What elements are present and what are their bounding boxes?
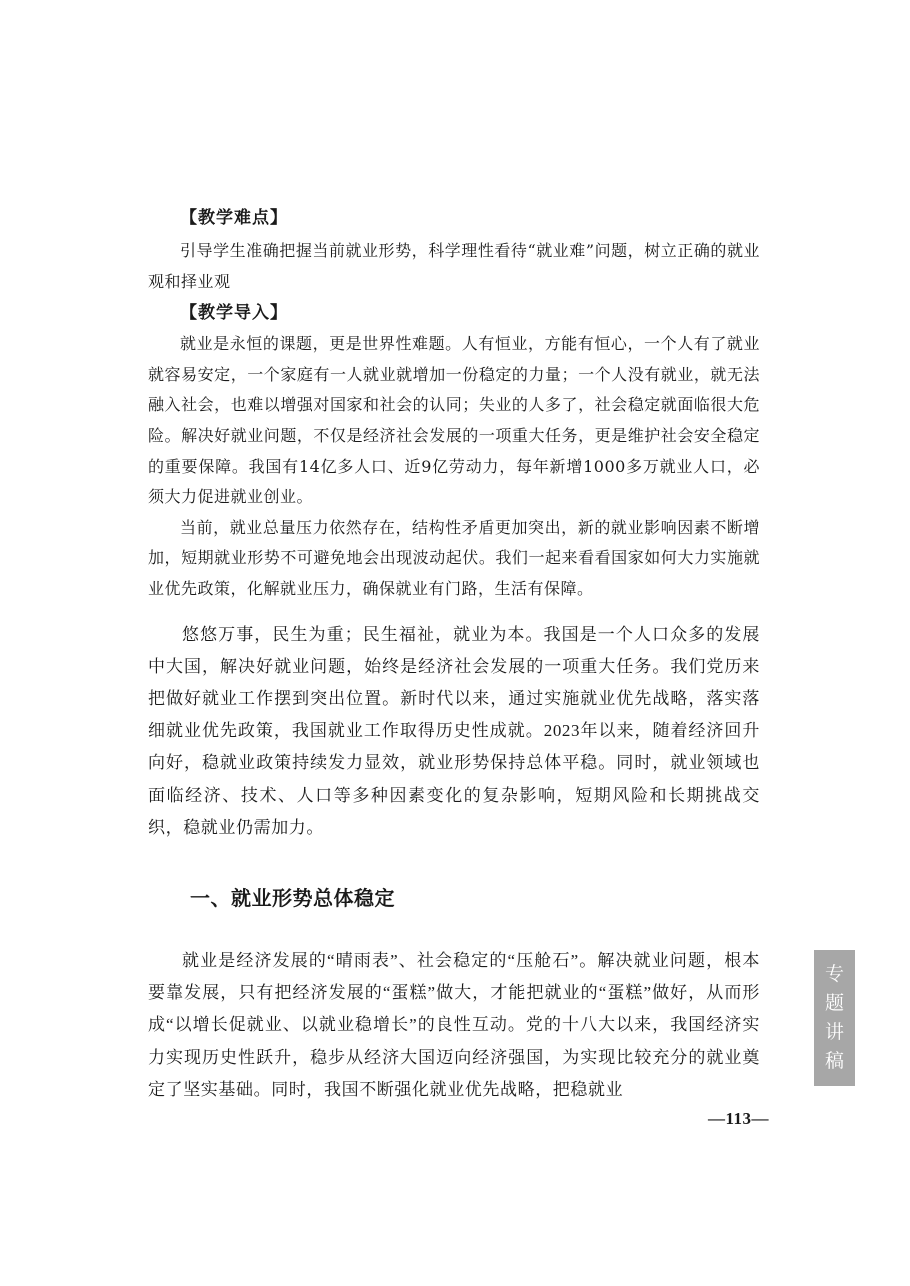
teaching-difficulty-text: 引导学生准确把握当前就业形势，科学理性看待“就业难”问题，树立正确的就业观和择业观: [148, 241, 760, 291]
side-tab-char: 专: [824, 963, 844, 985]
side-tab: [814, 950, 855, 1086]
side-tab-char: 稿: [824, 1050, 844, 1072]
intro-paragraph-1: 就业是永恒的课题，更是世界性难题。人有恒业，方能有恒心，一个人有了就业就容易安定，一个家庭有一人就业就增加一份稳定的力量；一个人没有就业，就无法融入社会，也难以增强对国家和社会的认同；失业的人多了，社会稳定就面临很大危险。解决好就业问题，不仅是经济社会发展的一项重大任务，更是维护社会安全稳定的重要保障。我国有14亿多人口、近9亿劳动力，每年新增1000多万就业人口，必须大力促进就业创业。: [148, 334, 760, 507]
intro-paragraph-2: 当前，就业总量压力依然存在，结构性矛盾更加突出，新的就业影响因素不断增加，短期就业形势不可避免地会出现波动起伏。我们一起来看看国家如何大力实施就业优先政策，化解就业压力，确保就业有门路，生活有保障。: [148, 517, 760, 598]
section-title: 一、就业形势总体稳定: [190, 885, 395, 910]
side-tab-char: 题: [824, 992, 844, 1014]
side-tab-char: 讲: [824, 1021, 844, 1043]
page-number: —113—: [708, 1109, 770, 1128]
page-content: [148, 202, 760, 1106]
body-intro-paragraph: 悠悠万事，民生为重；民生福祉，就业为本。我国是一个人口众多的发展中大国，解决好就业问题，始终是经济社会发展的一项重大任务。我们党历来把做好就业工作摆到突出位置。新时代以来，通过实施就业优先战略，落实落细就业优先政策，我国就业工作取得历史性成就。2023年以来，随着经济回升向好，稳就业政策持续发力显效，就业形势保持总体平稳。同时，就业领域也面临经济、技术、人口等多种因素变化的复杂影响，短期风险和长期挑战交织，稳就业仍需加力。: [148, 624, 760, 837]
teaching-difficulty-heading: 【教学难点】: [180, 208, 288, 228]
teaching-intro-heading: 【教学导入】: [180, 303, 288, 324]
section-paragraph: 就业是经济发展的“晴雨表”、社会稳定的“压舱石”。解决就业问题，根本要靠发展，只有把经济发展的“蛋糕”做大，才能把就业的“蛋糕”做好，从而形成“以增长促就业、以就业稳增长”的良性互动。党的十八大以来，我国经济实力实现历史性跃升，稳步从经济大国迈向经济强国，为实现比较充分的就业奠定了坚实基础。同时，我国不断强化就业优先战略，把稳就业: [148, 950, 760, 1099]
